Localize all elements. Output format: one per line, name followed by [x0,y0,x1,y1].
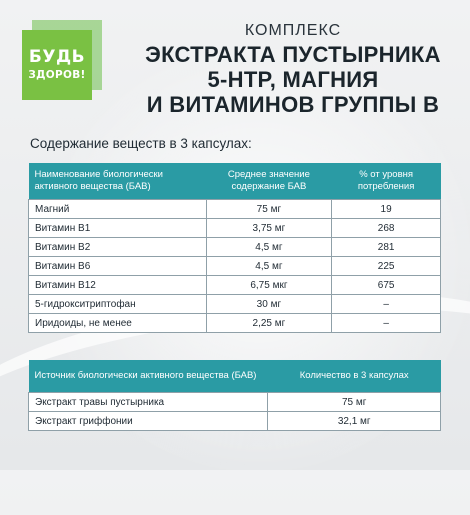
title-line-1: ЭКСТРАКТА ПУСТЫРНИКА [145,42,441,67]
cell-substance: Иридоиды, не менее [29,314,207,333]
cell-amount: 4,5 мг [206,238,332,257]
logo-line-1: БУДЬ [28,47,86,67]
nutrients-table [28,163,441,333]
cell-percent: – [332,314,441,333]
sources-table [28,360,441,431]
cell-amount: 6,75 мкг [206,276,332,295]
column-header-substance: Наименование биологически активного вещества (БАВ) [29,163,207,200]
cell-percent: 19 [332,200,441,219]
table-row [29,314,441,333]
title-line-2: 5-HTP, МАГНИЯ [207,67,379,92]
cell-amount: 75 мг [206,200,332,219]
contents-subtitle: Содержание веществ в 3 капсулах: [30,136,252,151]
cell-percent: 675 [332,276,441,295]
cell-substance: Витамин В1 [29,219,207,238]
column-header-percent-intake: % от уровня потребления [332,163,441,200]
cell-source: Экстракт травы пустырника [29,393,268,412]
table-row [29,412,441,431]
table-row [29,257,441,276]
logo-line-2: ЗДОРОВ! [28,69,86,81]
cell-substance: Магний [29,200,207,219]
table-row [29,200,441,219]
cell-amount: 30 мг [206,295,332,314]
table-row [29,219,441,238]
cell-quantity: 32,1 мг [268,412,441,431]
title-kicker: КОМПЛЕКС [244,22,342,39]
cell-percent: 268 [332,219,441,238]
cell-amount: 3,75 мг [206,219,332,238]
cell-amount: 4,5 мг [206,257,332,276]
table-row [29,276,441,295]
logo-front-square [22,30,92,100]
product-title [128,20,458,117]
table-header-row [29,360,441,393]
table-row [29,393,441,412]
cell-source: Экстракт гриффонии [29,412,268,431]
column-header-average-content: Среднее значение содержание БАВ [206,163,332,200]
cell-percent: 225 [332,257,441,276]
column-header-source: Источник биологически активного вещества (БАВ) [29,360,268,393]
table-row [29,295,441,314]
cell-quantity: 75 мг [268,393,441,412]
cell-substance: 5-гидрокситриптофан [29,295,207,314]
cell-substance: Витамин В12 [29,276,207,295]
column-header-quantity: Количество в 3 капсулах [268,360,441,393]
cell-substance: Витамин В2 [29,238,207,257]
cell-percent: – [332,295,441,314]
title-line-3: И ВИТАМИНОВ ГРУППЫ В [146,92,440,117]
table-header-row [29,163,441,200]
cell-percent: 281 [332,238,441,257]
cell-substance: Витамин В6 [29,257,207,276]
brand-logo [22,20,102,100]
table-row [29,238,441,257]
cell-amount: 2,25 мг [206,314,332,333]
